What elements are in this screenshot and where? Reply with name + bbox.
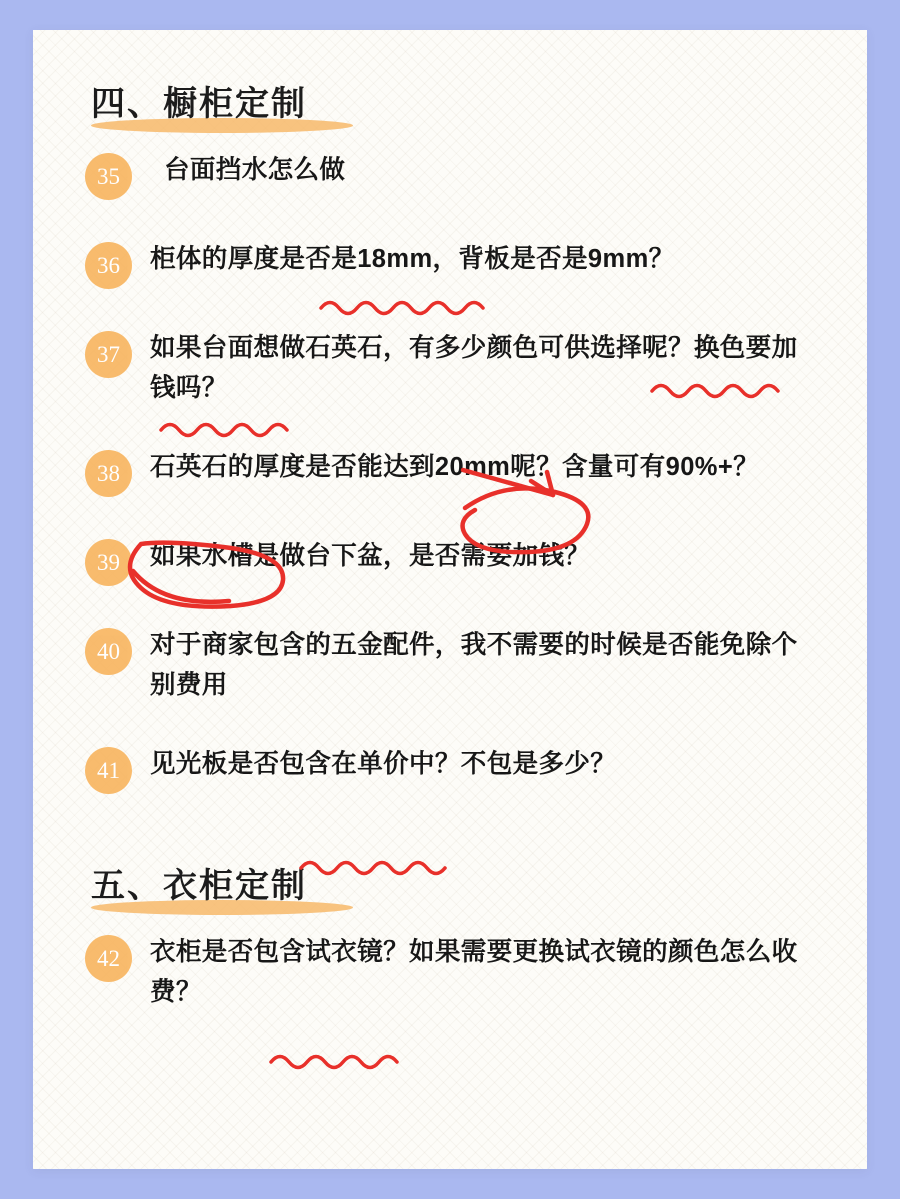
section-heading-4: [85, 76, 823, 131]
list-item: [85, 931, 823, 1012]
list-item: [85, 149, 823, 200]
list-item: [85, 327, 823, 408]
list-item: [85, 743, 823, 794]
item-number-badge: 42: [85, 935, 132, 982]
list-item: [85, 446, 823, 497]
item-text: 衣柜是否包含试衣镜？如果需要更换试衣镜的颜色怎么收费？: [150, 938, 798, 1006]
item-text: 石英石的厚度是否能达到20mm呢？含量可有90%+？: [150, 453, 760, 482]
document-page: [33, 30, 867, 1169]
list-item: [85, 238, 823, 289]
list-item: [85, 535, 823, 586]
section-title: 四、橱柜定制: [91, 85, 307, 123]
item-text: 对于商家包含的五金配件，我不需要的时候是否能免除个别费用: [150, 631, 798, 699]
list-item: [85, 624, 823, 705]
item-number-badge: 40: [85, 628, 132, 675]
section-title: 五、衣柜定制: [91, 867, 307, 906]
item-number-badge: 36: [85, 242, 132, 289]
item-number-badge: 39: [85, 539, 132, 586]
item-text: 柜体的厚度是否是18mm，背板是否是9mm？: [150, 245, 675, 273]
section-title-wrap-4: [85, 76, 313, 131]
item-number-badge: 38: [85, 450, 132, 497]
item-number-badge: 35: [85, 153, 132, 200]
section-heading-5: [85, 858, 823, 913]
section-title-wrap-5: [85, 858, 313, 913]
item-text: 如果水槽是做台下盆，是否需要加钱？: [150, 542, 591, 571]
item-text: 见光板是否包含在单价中？不包是多少？: [150, 750, 617, 779]
item-text: 如果台面想做石英石，有多少颜色可供选择呢？换色要加钱吗？: [150, 334, 798, 402]
document-content: [33, 30, 867, 1012]
section-spacer: [85, 832, 823, 858]
item-text: 台面挡水怎么做: [164, 156, 346, 184]
item-number-badge: 37: [85, 331, 132, 378]
item-number-badge: 41: [85, 747, 132, 794]
